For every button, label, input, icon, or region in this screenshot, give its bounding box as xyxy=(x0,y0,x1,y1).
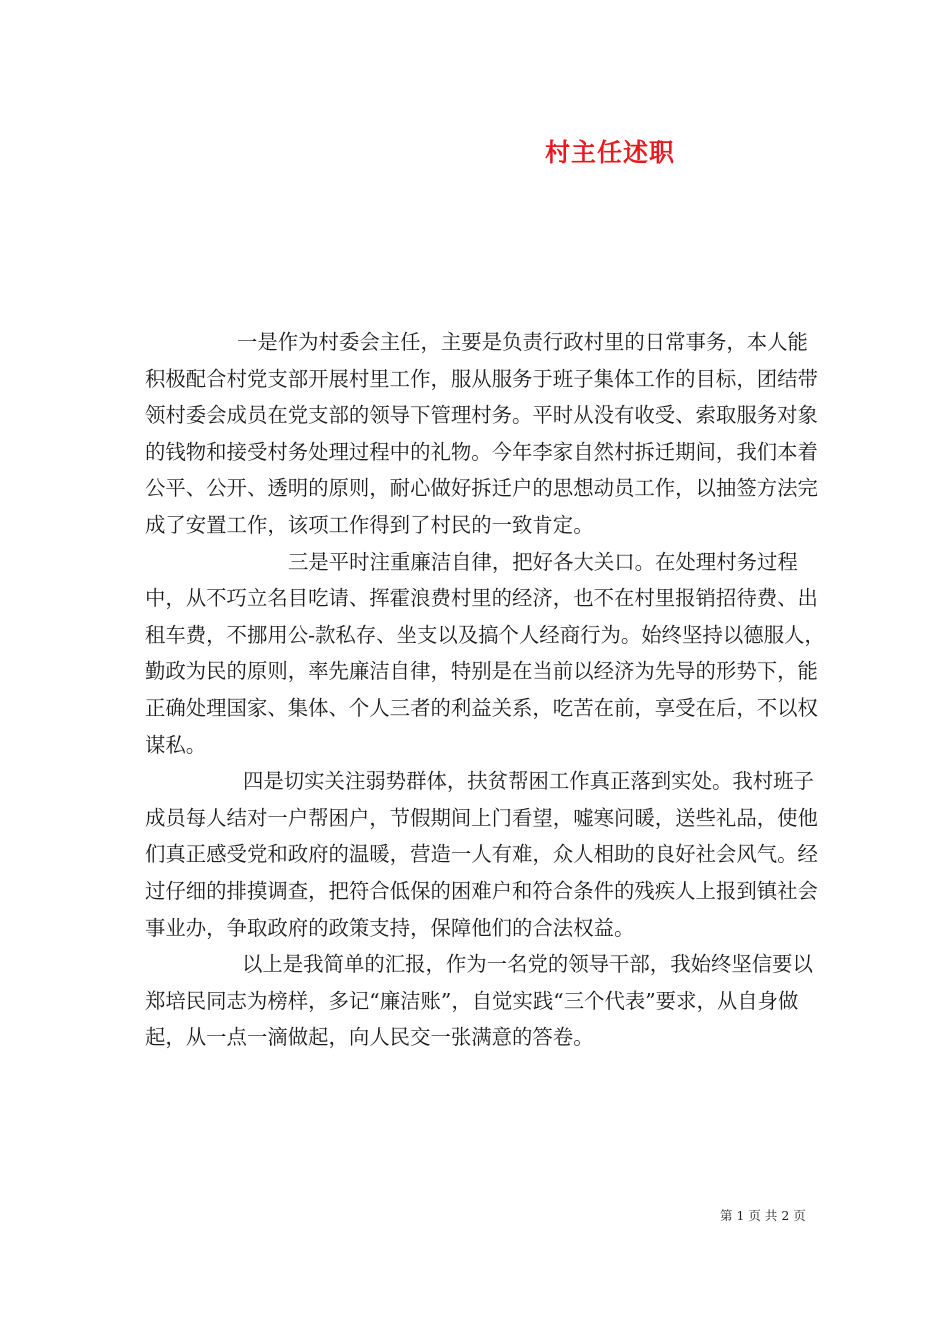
document-body xyxy=(145,324,825,1056)
paragraph-2: 三是平时注重廉洁自律，把好各大关口。在处理村务过程中，从不巧立名目吃请、挥霍浪费村里的经济，也不在村里报销招待费、出租车费，不挪用公-款私存、坐支以及搞个人经商行为。始终坚持以德服人，勤政为民的原则，率先廉洁自律，特别是在当前以经济为先导的形势下，能正确处理国家、集体、个人三者的利益关系，吃苦在前，享受在后，不以权谋私。 xyxy=(145,549,825,757)
paragraph-3: 四是切实关注弱势群体，扶贫帮困工作真正落到实处。我村班子成员每人结对一户帮困户，节假期间上门看望，嘘寒问暖，送些礼品，使他们真正感受党和政府的温暖，营造一人有难，众人相助的良好社会风气。经过仔细的排摸调查，把符合低保的困难户和符合条件的残疾人上报到镇社会事业办，争取政府的政策支持，保障他们的合法权益。 xyxy=(145,769,818,940)
document-title: 村主任述职 xyxy=(545,138,676,167)
paragraph-4: 以上是我简单的汇报，作为一名党的领导干部，我始终坚信要以郑培民同志为榜样，多记“廉洁账”，自觉实践“三个代表”要求，从自身做起，从一点一滴做起，向人民交一张满意的答卷。 xyxy=(145,952,813,1050)
paragraph-1: 一是作为村委会主任，主要是负责行政村里的日常事务，本人能积极配合村党支部开展村里工作，服从服务于班子集体工作的目标，团结带领村委会成员在党支部的领导下管理村务。平时从没有收受、索取服务对象的钱物和接受村务处理过程中的礼物。今年李家自然村拆迁期间，我们本着公平、公开、透明的原则，耐心做好拆迁户的思想动员工作，以抽签方法完成了安置工作，该项工作得到了村民的一致肯定。 xyxy=(145,330,818,537)
page-number-footer: 第 1 页 共 2 页 xyxy=(720,1208,806,1223)
